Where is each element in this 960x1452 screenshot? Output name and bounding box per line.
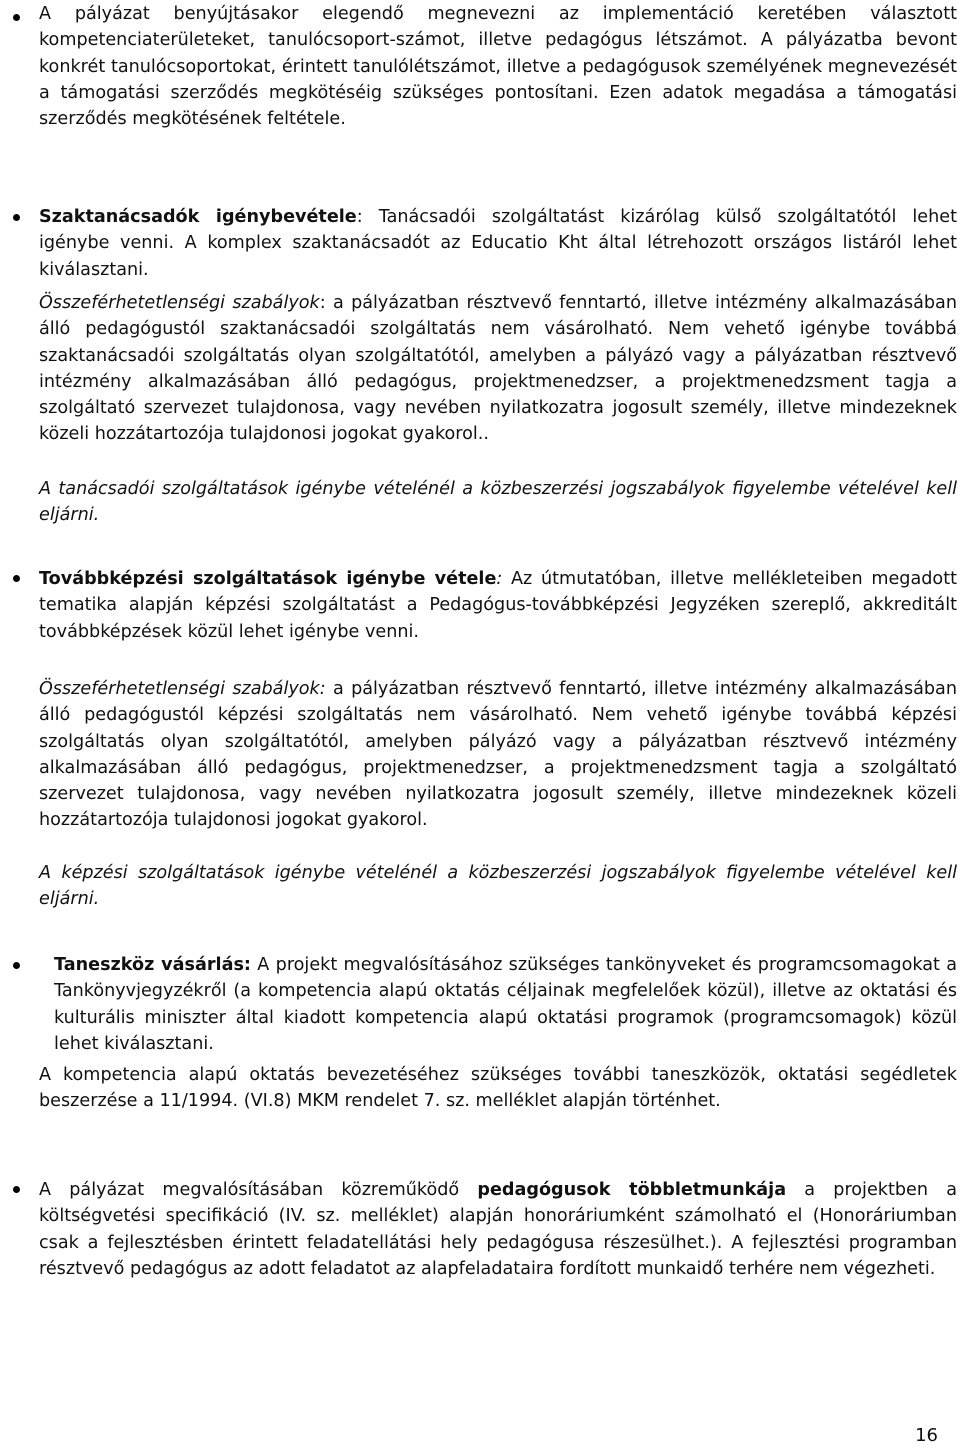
label-osszeferhetetlensegi: Összeférhetetlenségi szabályok (39, 293, 320, 313)
paragraph-tovabbkepzes: Továbbképzési szolgáltatások igénybe vétele: Az útmutatóban, illetve mellékleteiben megadott tematika alapján képzési szolgáltatást a Pedagógus-továbbképzési Jegyzéken szereplő, akkreditált továbbképzések közül lehet igénybe venni. (39, 569, 957, 642)
heading-szaktanacsadok: Szaktanácsadók igénybevétele (39, 207, 357, 227)
emphasis-pedagogusok-tobbletmunkaja: pedagógusok többletmunkája (477, 1180, 787, 1200)
heading-tovabbkepzes: Továbbképzési szolgáltatások igénybe vétele (39, 569, 497, 589)
note-kozbeszerzes-kepzesi: A képzési szolgáltatások igénybe vételénél a közbeszerzési jogszabályok figyelembe vételével kell eljárni. (39, 863, 957, 910)
bullet-dot (13, 14, 20, 21)
page-number: 16 (915, 1425, 938, 1446)
note-kozbeszerzes-tanacsadoi: A tanácsadói szolgáltatások igénybe vételénél a közbeszerzési jogszabályok figyelembe vételével kell eljárni. (39, 479, 957, 526)
bullet-dot (13, 214, 20, 221)
label-osszeferhetetlensegi: Összeférhetetlenségi szabályok: (39, 679, 326, 699)
paragraph-taneszkoz: Taneszköz vásárlás: A projekt megvalósításához szükséges tankönyveket és programcsomagokat a Tankönyvjegyzékről (a kompetencia alapú oktatás céljainak megfelelőek közül), illetve az oktatási és kulturális miniszter által kiadott kompetencia alapú oktatási programok (programcsomagok) közül lehet kiválasztani. (54, 955, 957, 1054)
bullet-dot (13, 575, 20, 582)
bullet-dot (13, 962, 20, 969)
bullet-dot (13, 1186, 20, 1193)
heading-taneszkoz: Taneszköz vásárlás: (54, 955, 251, 975)
paragraph-submission: A pályázat benyújtásakor elegendő megnevezni az implementáció keretében választott kompetenciaterületeket, tanulócsoport-számot, illetve pedagógus létszámot. A pályázatba bevont konkrét tanulócsoportokat, érintett tanulólétszámot, illetve a pedagógusok személyének megnevezését a támogatási szerződés megkötéséig szükséges pontosítani. Ezen adatok megadása a támogatási szerződés megkötésének feltétele. (39, 4, 957, 130)
paragraph-szaktanacsadok: Szaktanácsadók igénybevétele: Tanácsadói szolgáltatást kizárólag külső szolgáltatótól lehet igénybe venni. A komplex szaktanácsadót az Educatio Kht által létrehozott országos listáról lehet kiválasztani. (39, 207, 958, 280)
paragraph-szaktanacsadok-compat: Összeférhetetlenségi szabályok: a pályázatban résztvevő fenntartó, illetve intézmény alkalmazásában álló pedagógustól szaktanácsadói szolgáltatás nem vásárolható. Nem vehető igénybe továbbá szaktanácsadói szolgáltatás olyan szolgáltatótól, amelyben a pályázó vagy a pályázatban résztvevő intézmény alkalmazásában álló pedagógus, projektmenedzser, a projektmenedzsment tagja a szolgáltató szervezet tulajdonosa, vagy nevében nyilatkozatra jogosult személy, illetve mindezeknek közeli hozzátartozója tulajdonosi jogokat gyakorol.. (39, 293, 957, 445)
paragraph-tovabbkepzes-compat: Összeférhetetlenségi szabályok: a pályázatban résztvevő fenntartó, illetve intézmény alkalmazásában álló pedagógustól képzési szolgáltatás nem vásárolható. Nem vehető igénybe továbbá képzési szolgáltatás olyan szolgáltatótól, amelyben pályázó vagy a pályázatban résztvevő intézmény alkalmazásában álló pedagógus, projektmenedzser, a projektmenedzsment tagja a szolgáltató szervezet tulajdonosa, vagy nevében nyilatkozatra jogosult személy, illetve mindezeknek közeli hozzátartozója tulajdonosi jogokat gyakorol. (39, 679, 957, 831)
paragraph-tobbletmunka: A pályázat megvalósításában közreműködő pedagógusok többletmunkája a projektben a költségvetési specifikáció (IV. sz. melléklet) alapján honoráriumként számolható el (Honoráriumban csak a fejlesztésben érintett feladatellátási hely pedagógusa részesülhet.). A fejlesztési programban résztvevő pedagógus az adott feladatot az alapfeladataira fordított munkaidő terhére nem végezheti. (39, 1180, 957, 1279)
paragraph-taneszkoz-2: A kompetencia alapú oktatás bevezetéséhez szükséges további taneszközök, oktatási segédletek beszerzése a 11/1994. (VI.8) MKM rendelet 7. sz. melléklet alapján történhet. (39, 1065, 957, 1112)
